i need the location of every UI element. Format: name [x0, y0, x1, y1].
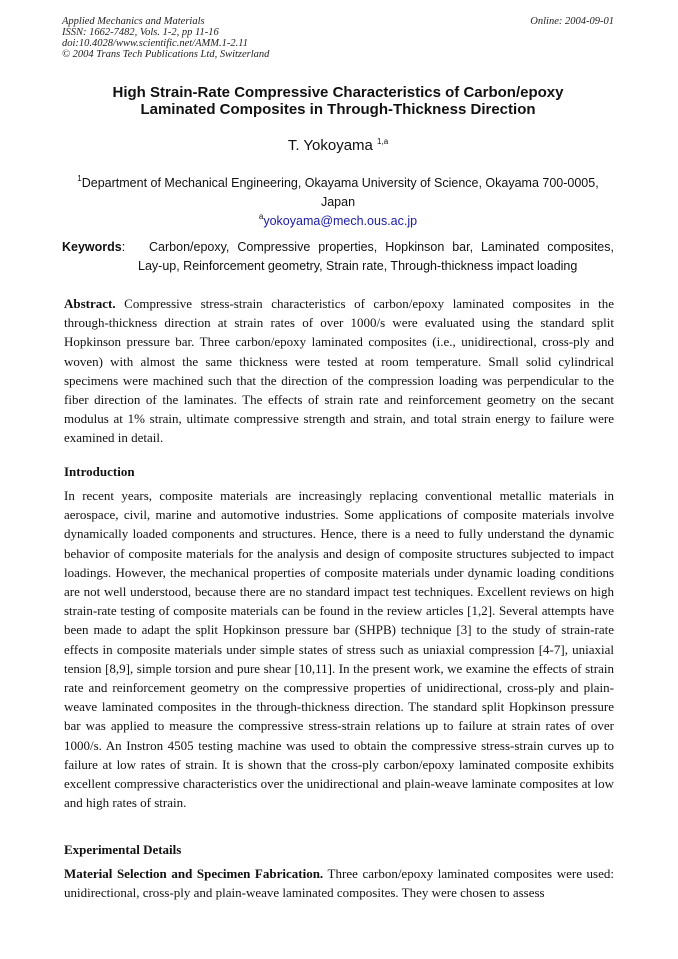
online-date: Online: 2004-09-01 [530, 16, 614, 27]
email-link[interactable]: yokoyama@mech.ous.ac.jp [263, 214, 418, 228]
introduction-section [64, 486, 614, 812]
keywords-label: Keywords [62, 240, 122, 254]
title-line-1: High Strain-Rate Compressive Characteristics of Carbon/epoxy [112, 84, 564, 101]
author-email [62, 212, 614, 228]
abstract-section [64, 294, 614, 448]
experimental-heading: Experimental Details [64, 842, 182, 857]
paper-title [62, 84, 614, 118]
author-line [62, 137, 614, 154]
abstract-label: Abstract. [64, 296, 116, 311]
experimental-text: Three carbon/epoxy laminated composites were used: unidirectional, cross-ply and plain-weave laminated composites. They were chosen to assess [64, 866, 614, 901]
introduction-heading: Introduction [64, 464, 135, 479]
email-superscript: a [258, 212, 264, 221]
experimental-subheading: Material Selection and Specimen Fabrication. [64, 866, 324, 881]
copyright-line: © 2004 Trans Tech Publications Ltd, Switzerland [62, 49, 270, 60]
affiliation [62, 169, 614, 212]
affiliation-superscript: 1 [77, 174, 82, 183]
affiliation-line-2: Japan [320, 195, 356, 209]
title-line-2: Laminated Composites in Through-Thickness Direction [140, 101, 536, 118]
abstract-text: Compressive stress-strain characteristics of carbon/epoxy laminated composites in the through-thickness direction at strain rates of over 1000/s were evaluated using the standard split Hopkinson pressure bar. Three carbon/epoxy laminated composites (i.e., unidirectional, cross-ply and woven) with almost the same thickness were tested at room temperature. Small solid cylindrical specimens were machined such that the direction of the compression loading was perpendicular to the fiber direction of the laminates. The effects of strain rate and reinforcement geometry on the secant modulus at 1% strain, ultimate compressive strength and strain, and total strain energy to failure were examined in detail. [64, 296, 615, 446]
journal-header [62, 16, 614, 60]
keywords-line-1: Carbon/epoxy, Compressive properties, Hopkinson bar, Laminated composites, [149, 240, 614, 254]
journal-name: Applied Mechanics and Materials [62, 16, 205, 27]
introduction-text: In recent years, composite materials are increasingly replacing conventional metallic materials in aerospace, civil, marine and automotive industries. Some applications of composite materials involve dynamically loaded components and structures. Hence, there is a need to fully understand the dynamic behavior of composite materials for the analysis and design of composite structures subjected to impact loadings. However, the mechanical properties of composite materials under dynamic loading conditions are not well understood, because there are no standard impact test techniques. Excellent reviews on high strain-rate testing of composite materials can be found in the review articles [1,2]. Several attempts have been made to adapt the split Hopkinson pressure bar (SHPB) technique [3] to the study of strain-rate effects in composite materials under simple states of stress such as uniaxial compression [4-7], uniaxial tension [8,9], simple torsion and pure shear [10,11]. In the present work, we examine the effects of strain rate and reinforcement geometry on the compressive properties of unidirectional, cross-ply and plain-weave laminated composites in the through-thickness direction. The standard split Hopkinson pressure bar was applied to measure the compressive stress-strain relations up to failure at strain rates of over 1000/s. An Instron 4505 testing machine was used to obtain the compressive stress-strain curves up to failure at low rates of strain. It is shown that the cross-ply carbon/epoxy laminated composite exhibits excellent compressive characteristics over the unidirectional and plain-weave laminate composites at low and high rates of strain. [64, 488, 614, 811]
author-superscript: 1,a [377, 137, 389, 146]
keywords-line-2: Lay-up, Reinforcement geometry, Strain rate, Through-thickness impact loading [138, 259, 578, 273]
affiliation-line-1: Department of Mechanical Engineering, Okayama University of Science, Okayama 700-0005, [81, 176, 599, 190]
author-name: T. Yokoyama [287, 137, 373, 154]
keywords-block: Keywords: Carbon/epoxy, Compressive properties, Hopkinson bar, Laminated composites, Lay-up, Reinforcement geometry, Strain rate, Through-thickness impact loading [62, 238, 614, 276]
doi-line: doi:10.4028/www.scientific.net/AMM.1-2.11 [62, 38, 248, 49]
issn-line: ISSN: 1662-7482, Vols. 1-2, pp 11-16 [62, 27, 219, 38]
experimental-section [64, 864, 614, 902]
